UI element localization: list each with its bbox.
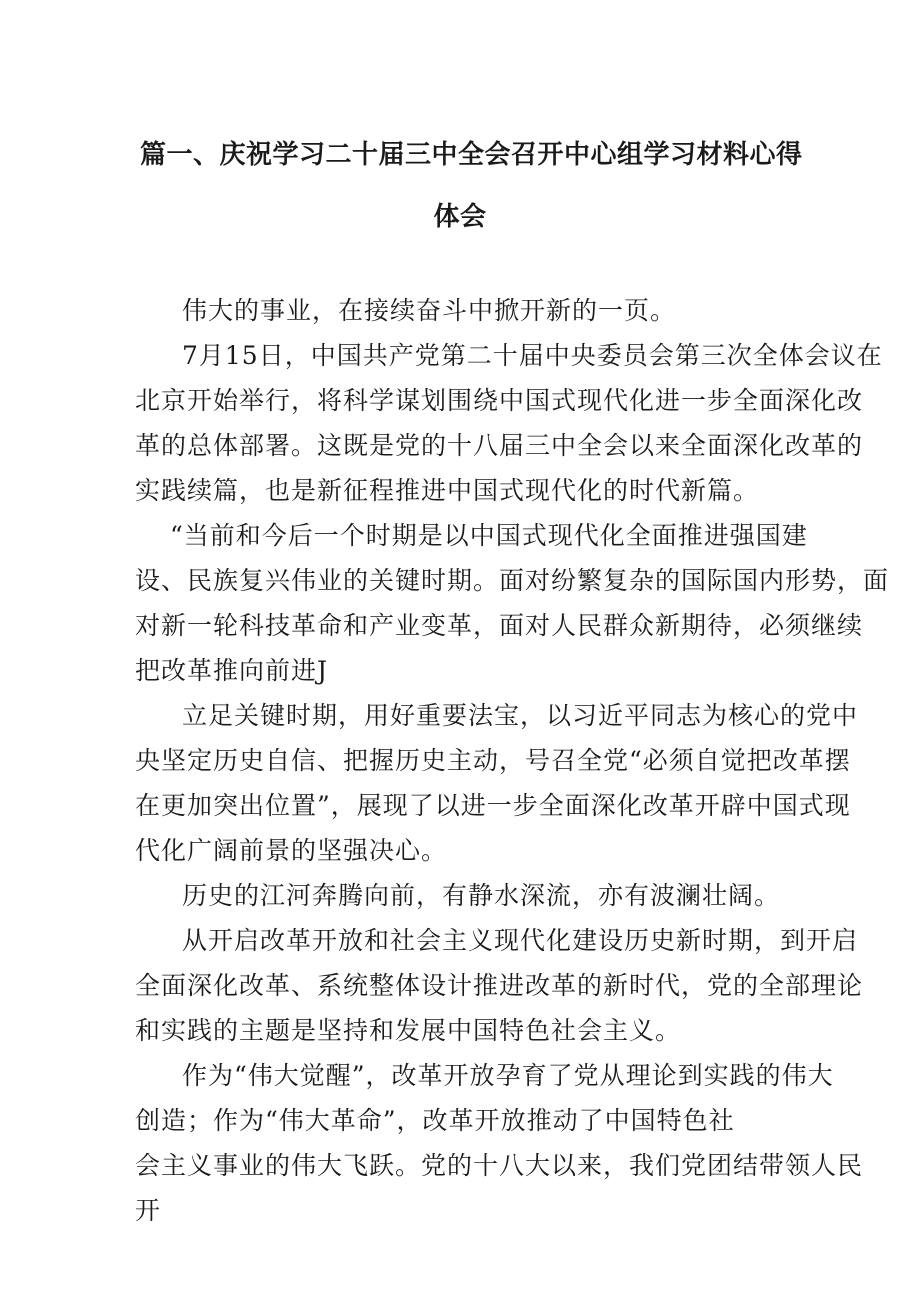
paragraph-line: 创造；作为“伟大革命”，改革开放推动了中国特色社 (135, 1106, 735, 1135)
paragraph-line: 把改革推向前进J (135, 656, 329, 685)
paragraph-line: “当前和今后一个时期是以中国式现代化全面推进强国建 (170, 521, 808, 550)
paragraph-line: 和实践的主题是坚持和发展中国特色社会主义。 (135, 1016, 682, 1045)
paragraph-line: 全面深化改革、系统整体设计推进改革的新时代，党的全部理论 (135, 971, 864, 1000)
paragraph-line: 北京开始举行，将科学谋划围绕中国式现代化进一步全面深化改 (135, 386, 864, 415)
paragraph-line: 历史的江河奔腾向前，有静水深流，亦有波澜壮阔。 (182, 881, 781, 910)
paragraph-line: 设、民族复兴伟业的关键时期。面对纷繁复杂的国际国内形势，面 (135, 566, 890, 595)
paragraph-line: 对新一轮科技革命和产业变革，面对人民群众新期待，必须继续 (135, 611, 864, 640)
paragraph-line: 在更加突出位置”，展现了以进一步全面深化改革开辟中国式现 (135, 791, 851, 820)
paragraph-line: 伟大的事业，在接续奋斗中掀开新的一页。 (182, 296, 677, 325)
paragraph-line: 会主义事业的伟大飞跃。党的十八大以来，我们党团结带领人民 (135, 1151, 864, 1180)
paragraph-line: 从开启改革开放和社会主义现代化建设历史新时期，到开启 (182, 926, 859, 955)
document-title-line-2: 体会 (433, 202, 487, 232)
paragraph-line: 开 (135, 1196, 162, 1225)
paragraph-line: 实践续篇，也是新征程推进中国式现代化的时代新篇。 (135, 476, 760, 505)
paragraph-line: 央坚定历史自信、把握历史主动，号召全党“必须自觉把改革摆 (135, 746, 851, 775)
document-title-line-1: 篇一、庆祝学习二十届三中全会召开中心组学习材料心得 (140, 140, 803, 170)
paragraph-line: 立足关键时期，用好重要法宝，以习近平同志为核心的党中 (182, 701, 859, 730)
paragraph-line: 作为“伟大觉醒”，改革开放孕育了党从理论到实践的伟大 (182, 1061, 834, 1090)
paragraph-line: 革的总体部署。这既是党的十八届三中全会以来全面深化改革的 (135, 431, 864, 460)
paragraph-line: 7月15日，中国共产党第二十届中央委员会第三次全体会议在 (182, 341, 883, 370)
paragraph-line: 代化广阔前景的坚强决心。 (135, 836, 448, 865)
